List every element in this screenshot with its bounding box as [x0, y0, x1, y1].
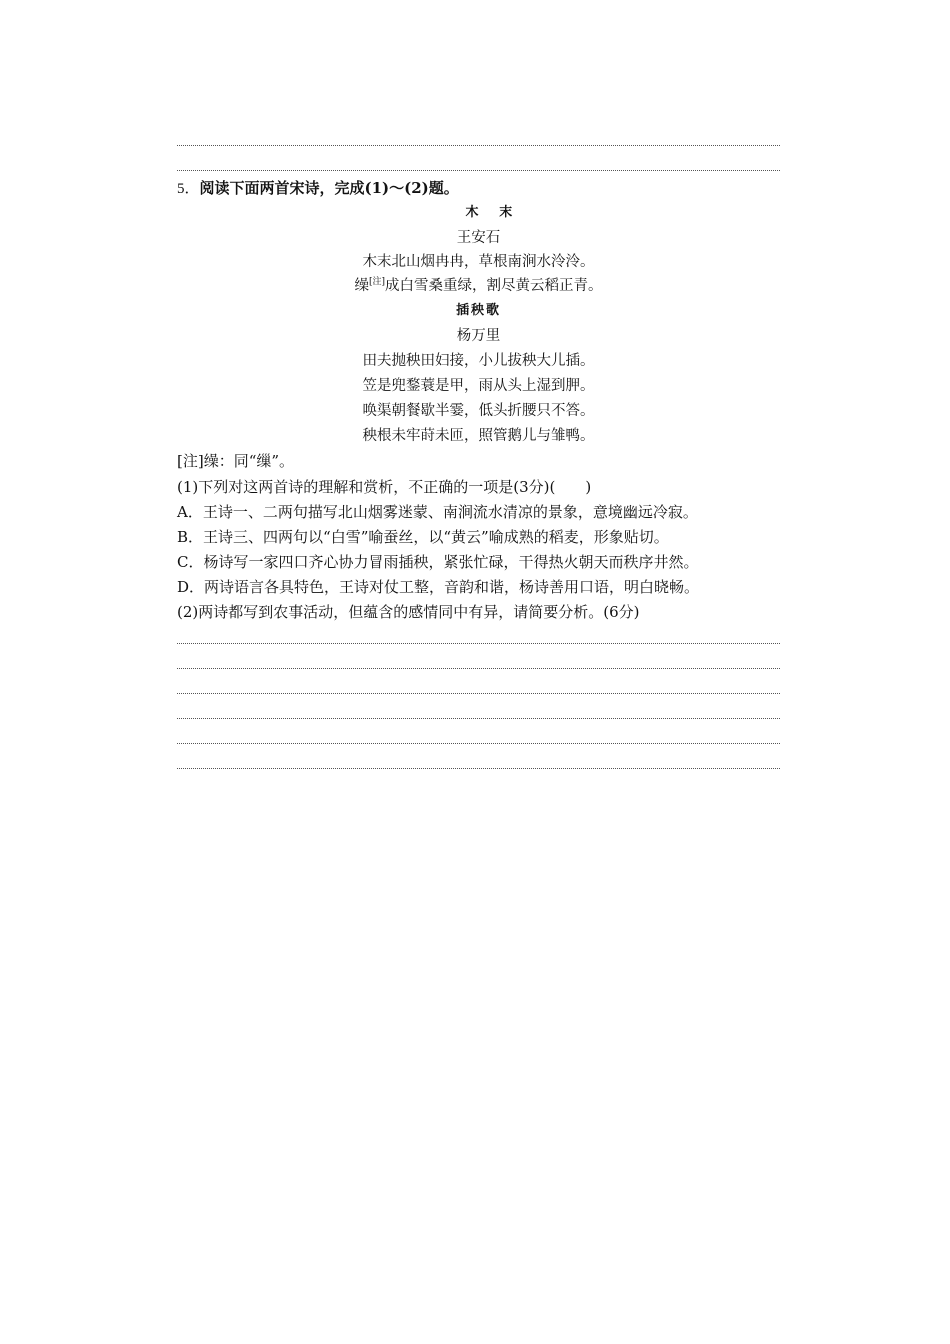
- sub-question-2-stem: (2)两诗都写到农事活动，但蕴含的感情同中有异，请简要分析。(6分): [177, 603, 640, 621]
- option-b: B．王诗三、四两句以“白雪”喻蚕丝，以“黄云”喻成熟的稻麦，形象贴切。: [177, 528, 669, 546]
- poem2-line: 秧根未牢莳未匝，照管鹅儿与雏鸭。: [362, 428, 595, 444]
- poem1-line2-start: 缲: [354, 278, 369, 294]
- poem2-author: 杨万里: [456, 328, 501, 344]
- question-prompt: 阅读下面两首宋诗，完成(1)～(2)题。: [199, 179, 459, 197]
- answer-line: [177, 643, 780, 644]
- poem2-line: 唤渠朝餐歇半霎，低头折腰只不答。: [362, 403, 595, 419]
- poem2-title: 插秧歌: [456, 303, 501, 318]
- poem1-author: 王安石: [456, 230, 501, 246]
- poem1-line: 木末北山烟冉冉，草根南涧水泠泠。: [362, 254, 595, 270]
- poem1-title: 木末: [465, 205, 534, 220]
- option-c: C．杨诗写一家四口齐心协力冒雨插秧，紧张忙碌，干得热火朝天而秩序井然。: [177, 553, 699, 571]
- answer-line: [177, 768, 780, 769]
- question-header: [177, 178, 780, 199]
- question-number: 5．: [177, 181, 200, 197]
- answer-line: [177, 170, 780, 171]
- worksheet-page: [177, 0, 780, 1344]
- answer-line: [177, 668, 780, 669]
- option-d: D．两诗语言各具特色，王诗对仗工整，音韵和谐，杨诗善用口语，明白晓畅。: [177, 578, 700, 596]
- footnote: [注]缲：同“缫”。: [177, 452, 295, 470]
- poem1-line2-rest: 成白雪桑重绿，割尽黄云稻正青。: [385, 278, 603, 294]
- answer-line: [177, 145, 780, 146]
- option-a: A．王诗一、二两句描写北山烟雾迷蒙、南涧流水清凉的景象，意境幽远冷寂。: [177, 503, 698, 521]
- poem1-line: [177, 276, 780, 296]
- poem2-line: 田夫抛秧田妇接，小儿拔秧大儿插。: [362, 353, 595, 369]
- poem2-line: 笠是兜鍪蓑是甲，雨从头上湿到胛。: [362, 378, 595, 394]
- answer-line: [177, 693, 780, 694]
- note-marker: [注]: [368, 277, 386, 287]
- answer-line: [177, 743, 780, 744]
- answer-line: [177, 718, 780, 719]
- sub-question-1-stem: (1)下列对这两首诗的理解和赏析，不正确的一项是(3分)( ): [177, 478, 592, 496]
